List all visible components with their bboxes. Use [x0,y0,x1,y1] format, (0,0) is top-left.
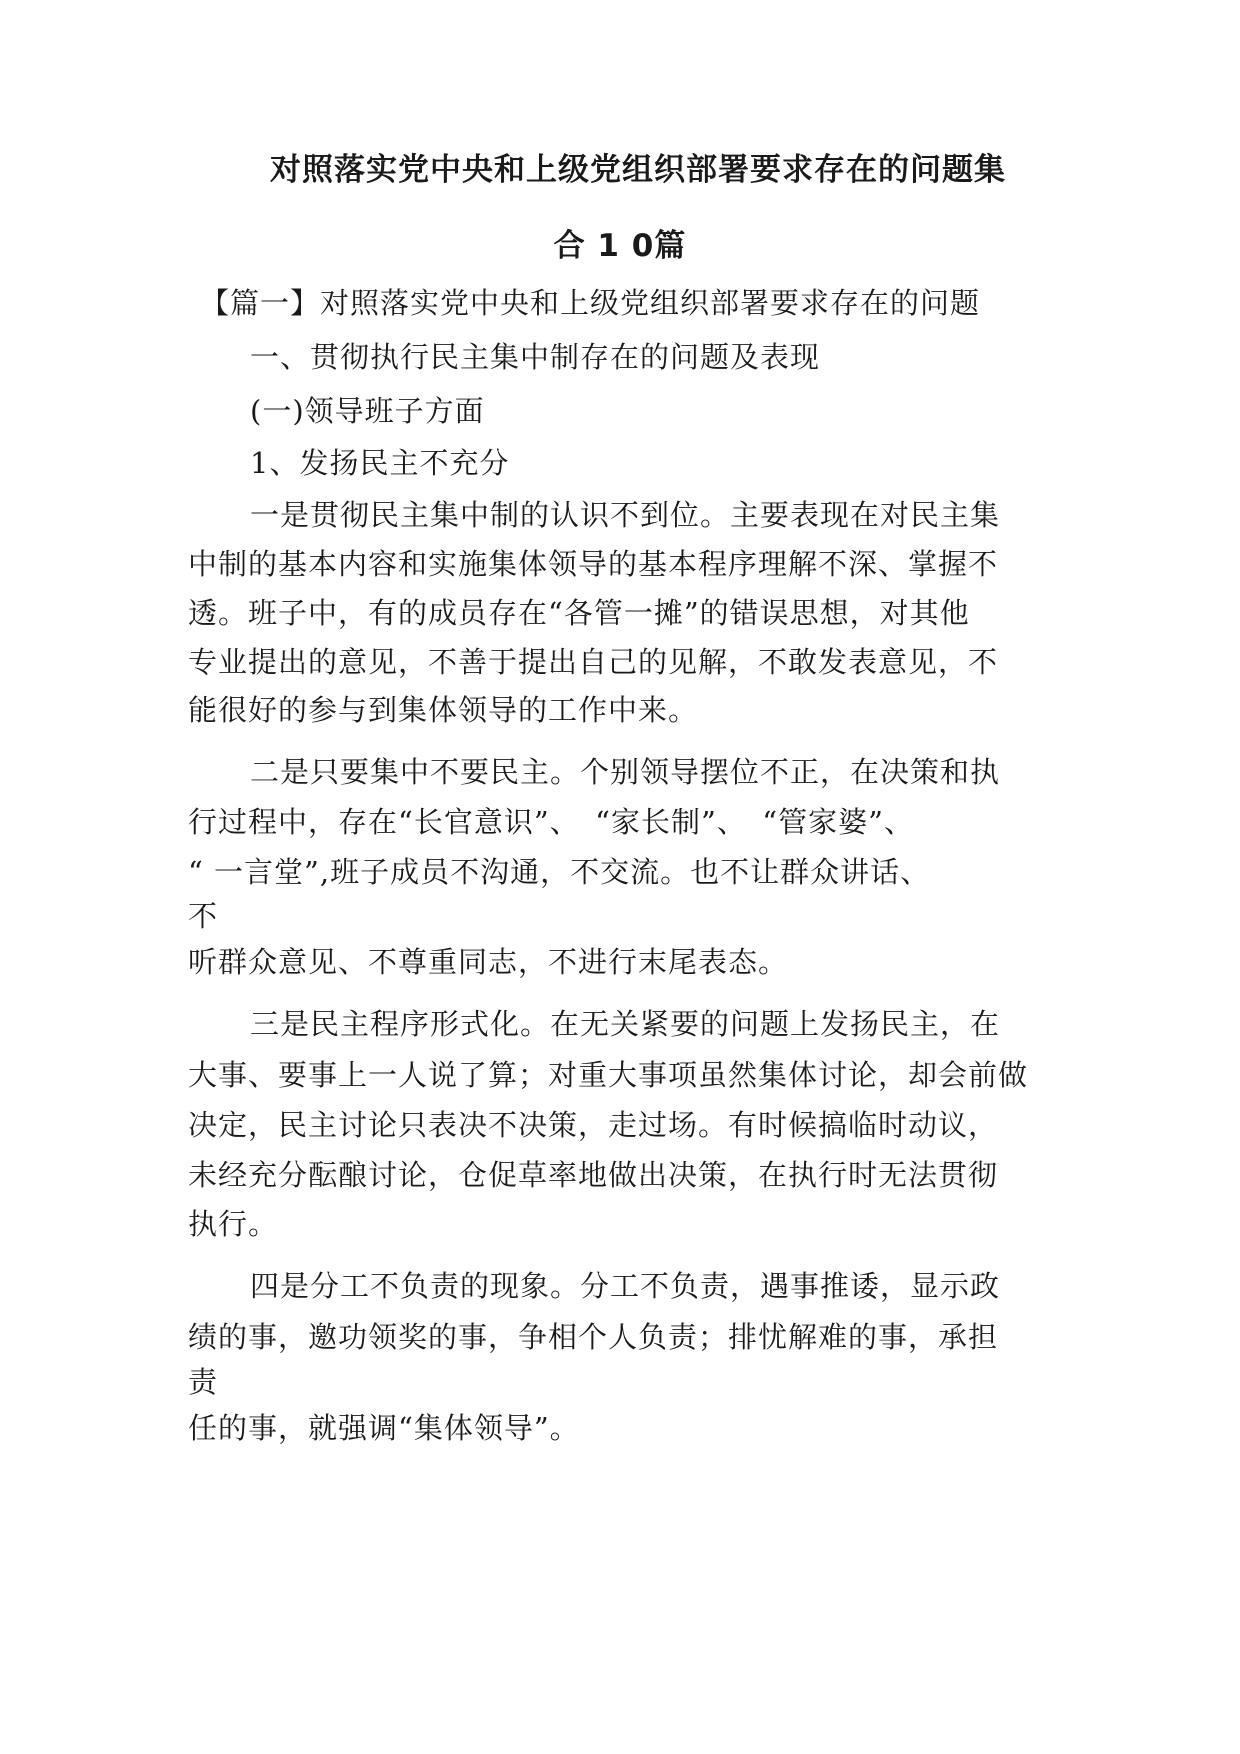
paragraph-line: 责 [188,1365,219,1399]
paragraph-line: “ 一言堂”,班子成员不沟通，不交流。也不让群众讲话、 [188,855,931,889]
document-title-line2: 合 1 0篇 [553,228,687,264]
paragraph-line: 绩的事，邀功领奖的事，争相个人负责；排忧解难的事，承担 [188,1320,999,1354]
paragraph-line: 二是只要集中不要民主。个别领导摆位不正，在决策和执 [250,755,1001,789]
document-title-line1: 对照落实党中央和上级党组织部署要求存在的问题集 [270,152,1006,188]
paragraph-line: 任的事，就强调“集体领导”。 [188,1411,580,1445]
chapter-heading: 【篇一】对照落实党中央和上级党组织部署要求存在的问题 [200,286,981,320]
paragraph-line: 一是贯彻民主集中制的认识不到位。主要表现在对民主集 [250,498,1001,532]
paragraph-line: 能很好的参与到集体领导的工作中来。 [188,693,699,727]
section-heading: 一、贯彻执行民主集中制存在的问题及表现 [250,340,821,374]
subsection-heading: (一)领导班子方面 [250,394,485,428]
paragraph-line: 专业提出的意见，不善于提出自己的见解，不敢发表意见，不 [188,645,999,679]
paragraph-line: 大事、要事上一人说了算；对重大事项虽然集体讨论，却会前做 [188,1058,1029,1092]
paragraph-line: 决定，民主讨论只表决不决策，走过场。有时候搞临时动议， [188,1108,999,1142]
paragraph-line: 中制的基本内容和实施集体领导的基本程序理解不深、掌握不 [188,547,999,581]
paragraph-line: 不 [188,899,219,933]
paragraph-line: 行过程中，存在“长官意识”、 “家长制”、 “管家婆”、 [188,805,914,839]
paragraph-line: 未经充分酝酿讨论，仓促草率地做出决策，在执行时无法贯彻 [188,1158,999,1192]
paragraph-line: 听群众意见、不尊重同志，不进行末尾表态。 [188,945,789,979]
paragraph-line: 三是民主程序形式化。在无关紧要的问题上发扬民主，在 [250,1007,1001,1041]
paragraph-line: 执行。 [188,1207,279,1241]
paragraph-line: 透。班子中，有的成员存在“各管一摊”的错误思想，对其他 [188,596,970,630]
paragraph-line: 四是分工不负责的现象。分工不负责，遇事推诿，显示政 [250,1269,1001,1303]
item-heading: 1、发扬民主不充分 [250,446,510,480]
